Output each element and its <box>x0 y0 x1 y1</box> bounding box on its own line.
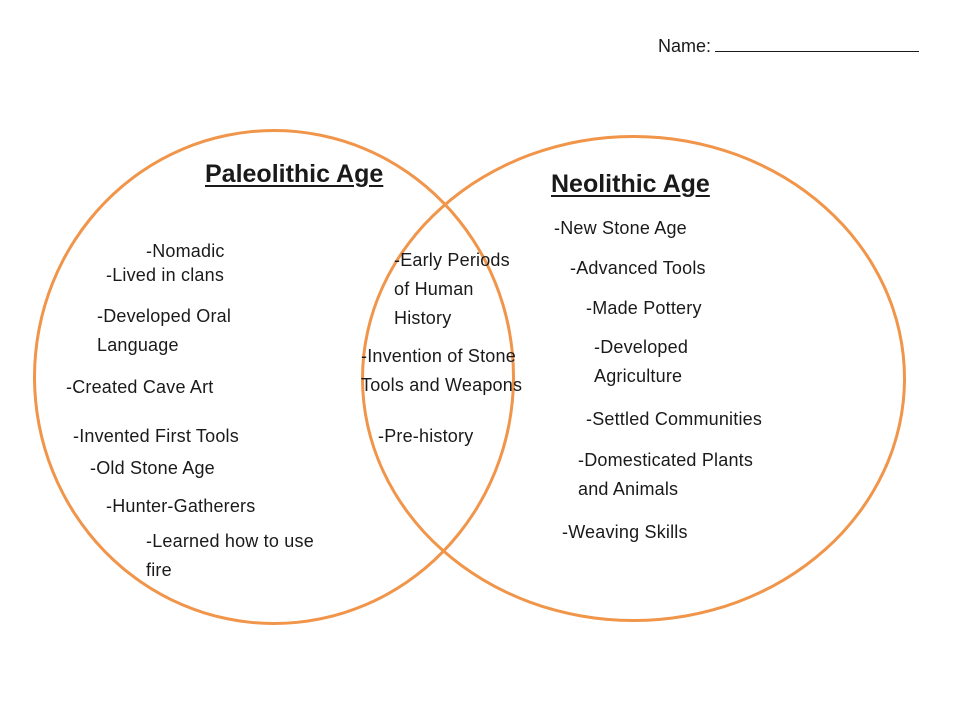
neolithic-item: -Settled Communities <box>586 409 763 429</box>
neolithic-item: -Made Pottery <box>586 298 702 318</box>
paleolithic-item: -Learned how to use <box>146 531 314 551</box>
paleolithic-item: -Old Stone Age <box>90 458 215 478</box>
shared-item: History <box>394 308 452 328</box>
shared-item: -Early Periods <box>394 250 510 270</box>
name-label: Name: <box>658 36 712 56</box>
paleolithic-item: -Nomadic <box>146 241 225 261</box>
shared-item: Tools and Weapons <box>361 375 523 395</box>
paleolithic-item: -Hunter-Gatherers <box>106 496 256 516</box>
shared-item: -Pre-history <box>378 426 474 446</box>
paleolithic-item: -Created Cave Art <box>66 377 214 397</box>
neolithic-item: -Developed <box>594 337 689 357</box>
neolithic-item: -Domesticated Plants <box>578 450 754 470</box>
neolithic-item: and Animals <box>578 479 679 499</box>
paleolithic-item: -Lived in clans <box>106 265 225 285</box>
name-blank-line <box>715 33 919 52</box>
paleolithic-item: -Developed Oral <box>97 306 232 326</box>
neolithic-item: -New Stone Age <box>554 218 687 238</box>
shared-item: -Invention of Stone <box>361 346 516 366</box>
paleolithic-item: fire <box>146 560 172 580</box>
paleolithic-item: -Invented First Tools <box>73 426 239 446</box>
name-field[interactable] <box>658 33 919 57</box>
neolithic-item: -Advanced Tools <box>570 258 706 278</box>
neolithic-title: Neolithic Age <box>551 170 710 198</box>
neolithic-item: -Weaving Skills <box>562 522 688 542</box>
paleolithic-title: Paleolithic Age <box>205 160 384 188</box>
neolithic-item: Agriculture <box>594 366 683 386</box>
paleolithic-item: Language <box>97 335 179 355</box>
shared-item: of Human <box>394 279 474 299</box>
